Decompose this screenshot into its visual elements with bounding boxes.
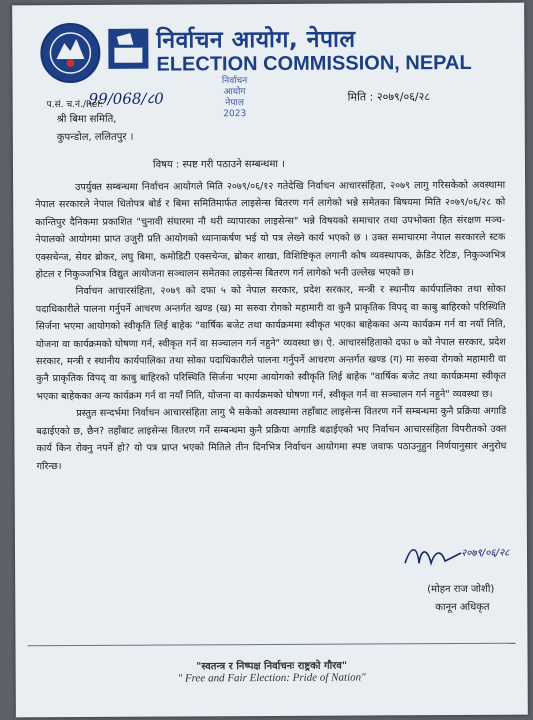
paragraph-1: उपर्युक्त सम्बन्धमा निर्वाचन आयोगले मिति २०७९/०६/१२ गतेदेखि निर्वाचन आचारसंहिता, २०७९ लागु गरिसकेको अवस्थामा नेपाल सरकारले नेपाल धितोपत्र बोर्ड र बिमा समितिमार्फत लाइसेन्स बितरण गर्न लागेको भन्ने समेतका बिषयमा मिति २०७९/०६/२८ को कान्तिपुर दैनिकमा प्रकाशित "चुनावी संघारमा नौ थरी व्यापारका लाइसेन्स" भन्ने विषयको समाचार तथा उपभोक्ता हित संरक्षण मञ्च-नेपालको आयोगमा प्राप्त उजुरी प्रति आयोगको ध्यानाकर्षण भई यो पत्र लेख्ने कार्य भएको छ । उक्त समाचारमा नेपाल सरकारले स्टक एक्सचेन्ज, सेयर ब्रोकर, लघु बिमा, कमोडिटी एक्सचेन्ज, ब्रोकर शाखा, विशिष्टिकृत लगानी कोष व्यवस्थापक, क्रेडिट रेटिङ, निकुञ्जभित्र होटल र निकुञ्जभित्र विद्युत आयोजना सञ्चालन समेतका लाइसेन्स बितरण गर्न लागेको भनी उल्लेख भएको छ। [35, 179, 506, 281]
ref-number: 99/068/८0 [88, 89, 164, 108]
footer-divider [27, 643, 515, 647]
ref-label: प.सं. च.नं./Ref: [46, 99, 104, 111]
signer-designation: कानून अधिकृत [435, 601, 490, 614]
org-name-nepali: निर्वाचन आयोग, नेपाल [156, 26, 356, 54]
ballot-box-logo-icon [108, 29, 148, 69]
org-name-english: ELECTION COMMISSION, NEPAL [156, 51, 472, 76]
paragraph-2: निर्वाचन आचारसंहिता, २०७९ को दफा ५ को नेपाल सरकार, प्रदेश सरकार, मन्त्री र स्थानीय कार्यपालिका तथा सोका पदाधिकारीले पालना गर्नुपर्ने आचरण अन्तर्गत खण्ड (ख) मा सरुवा रोगको महामारी वा कुनै प्राकृतिक विपद् वा काबु बाहिरको परिस्थिति सिर्जना भएमा आयोगको स्वीकृति लिई बाहेक "वार्षिक बजेट तथा कार्यक्रममा स्वीकृत भएका बाहेकका अन्य कार्यक्रम गर्न वा नयाँ निति, योजना वा कार्यक्रमको घोषणा गर्न, स्वीकृत गर्न वा सञ्चालन गर्न नहुने" व्यवस्था छ। ऐ. आचारसंहिताको दफा ७ को नेपाल सरकार, प्रदेश सरकार, मन्त्री र स्थानीय कार्यपालिका तथा सोका पदाधिकारीले पालना गर्नुपर्ने आचरण अन्तर्गत खण्ड (ग) मा सरुवा रोगको महामारी वा कुनै प्राकृतिक विपद् वा काबु बाहिरको परिस्थिति सिर्जना भएमा आयोगको स्वीकृति लिई बाहेक "वार्षिक बजेट तथा कार्यक्रममा स्वीकृत भएका बाहेकका अन्य कार्यक्रम गर्न वा नयाँ निति, योजना वा कार्यक्रमको घोषणा गर्न, स्वीकृत गर्न वा सञ्चालन गर्न नहुने" व्यवस्था छ। [35, 284, 507, 403]
footer-slogan-english: " Free and Fair Election: Pride of Nation" [177, 671, 366, 685]
letter-body [35, 177, 507, 475]
stamp-year: 2023 [223, 109, 247, 120]
nepal-emblem-icon [40, 23, 100, 83]
stamp-line-2: नेपाल [225, 98, 244, 109]
recipient-name: श्री बिमा समिति, [56, 113, 117, 126]
signer-name: (मोहन राज जोशी) [427, 583, 495, 596]
stamp-line-1: निर्वाचन आयोग [221, 76, 248, 98]
signature-date: २०७९/०६/२८ [460, 547, 510, 560]
paragraph-3: प्रस्तुत सन्दर्भमा निर्वाचन आचारसंहिता लागु भै सकेको अवस्थामा तहाँबाट लाइसेन्स वितरण गर्ने सम्बन्धमा कुनै प्रक्रिया अगाडि बढाईएको छ, छैन? तहाँबाट लाइसेन्स वितरण गर्ने सम्बन्धमा कुनै प्रक्रिया अगाडि बढाईएको भए निर्वाचन आचारसंहिता विपरीतको उक्त कार्य किन रोक्नु नपर्ने हो? यो पत्र प्राप्त भएको मितिले तीन दिनभित्र निर्वाचन आयोगमा स्पष्ट जवाफ पठाउनुहुन निर्णयानुसार अनुरोध गरिन्छ। [36, 406, 507, 472]
letter-page [12, 3, 528, 718]
footer-slogan-nepali: "स्वतन्त्र र निष्पक्ष निर्वाचनः राष्ट्रको गौरव" [196, 660, 348, 673]
subject-line: विषय : स्पष्ट गरी पठाउने सम्बन्धमा । [152, 158, 286, 171]
letter-date: मिति : २०७९/०६/२८ [347, 90, 431, 104]
recipient-address: कुपन्डोल, ललितपुर । [56, 131, 134, 144]
signature [401, 541, 511, 572]
stamp [213, 76, 257, 120]
